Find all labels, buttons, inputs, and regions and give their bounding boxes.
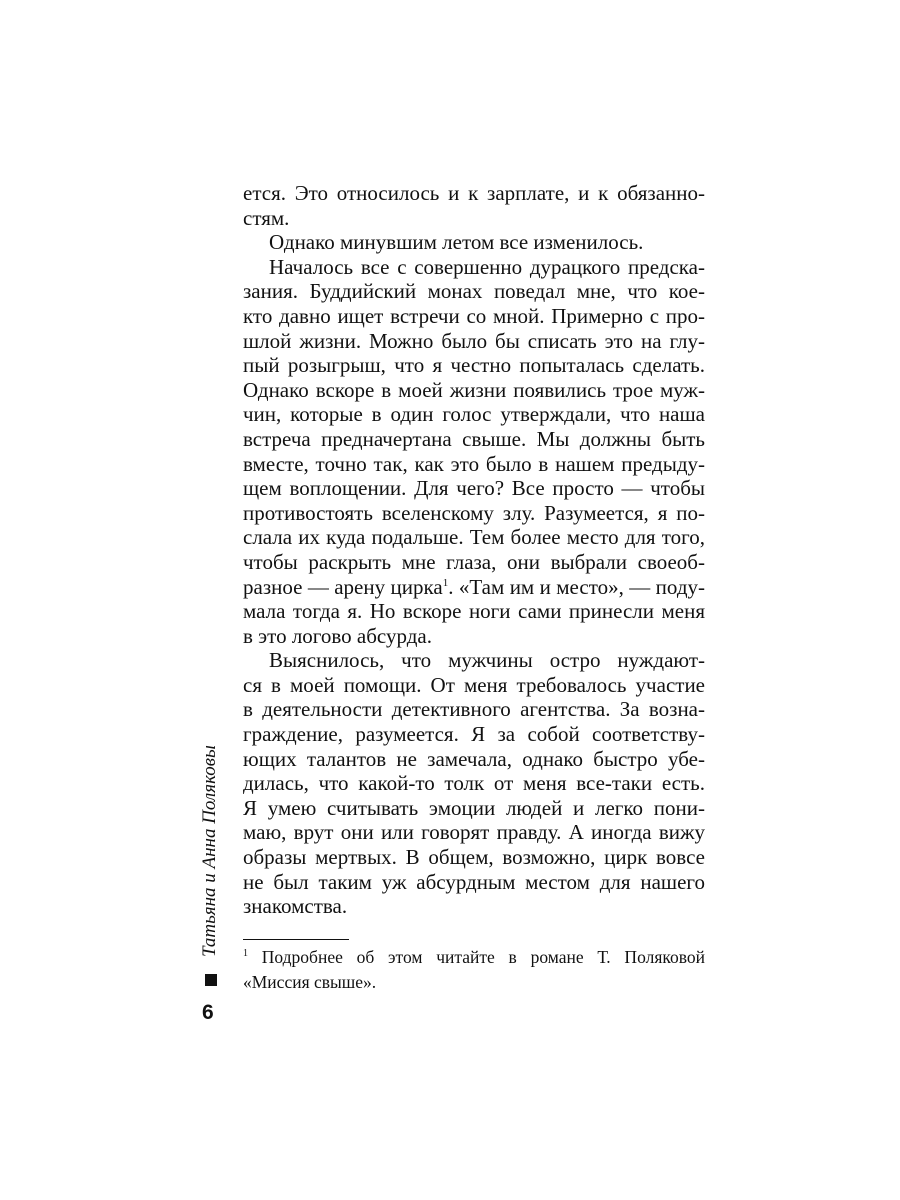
text-line-content: стям. [243, 205, 290, 230]
text-line [243, 575, 705, 600]
text-line [243, 771, 705, 796]
text-line-content: в деятельности детективного агентства. За возна- [243, 697, 705, 722]
text-line [243, 255, 705, 280]
text-line [243, 697, 705, 722]
text-line [243, 501, 705, 526]
text-line [243, 378, 705, 403]
text-line [243, 427, 705, 452]
text-line-content: чтобы раскрыть мне глаза, они выбрали своеоб- [243, 549, 705, 574]
text-line-content: образы мертвых. В общем, возможно, цирк вовсе [243, 845, 705, 870]
text-line [243, 624, 705, 649]
text-line [243, 452, 705, 477]
footnote-line [243, 946, 705, 971]
text-line [243, 820, 705, 845]
text-line-content: противостоять вселенскому злу. Разумеется, я по- [243, 500, 705, 525]
text-line-content: шлой жизни. Можно было бы списать это на глу- [243, 328, 705, 353]
text-line [243, 550, 705, 575]
text-line-content: Выяснилось, что мужчины остро нуждают- [269, 648, 705, 673]
text-line [243, 845, 705, 870]
text-line-content: граждение, разумеется. Я за собой соответству- [243, 722, 705, 747]
text-line [243, 525, 705, 550]
text-line-content: ющих талантов не замечала, однако быстро убе- [243, 746, 705, 771]
text-line-content: знакомства. [243, 894, 348, 919]
text-line [243, 894, 705, 919]
text-line [243, 722, 705, 747]
text-line-content: вместе, точно так, как это было в нашем предыду- [243, 451, 705, 476]
text-line [243, 329, 705, 354]
text-line [243, 648, 705, 673]
text-line [243, 279, 705, 304]
text-line-content: Однако вскоре в моей жизни появились трое муж- [243, 377, 705, 402]
text-line [243, 304, 705, 329]
text-line-content: Однако минувшим летом все изменилось. [269, 230, 644, 255]
text-line-content: разное — арену цирка [243, 574, 443, 599]
running-head-text: Татьяна и Анна Поляковы [199, 745, 220, 957]
body-text [243, 181, 705, 919]
footnote-rule [243, 939, 349, 940]
text-line [243, 673, 705, 698]
text-line-content: не был таким уж абсурдным местом для нашего [243, 869, 705, 894]
text-line-content: ется. Это относилось и к зарплате, и к обязанно- [243, 181, 705, 205]
text-line [243, 476, 705, 501]
text-line-content: мала тогда я. Но вскоре ноги сами принесли меня [243, 599, 705, 624]
footnote [243, 946, 705, 995]
text-line-content: щем воплощении. Для чего? Все просто — чтобы [243, 476, 705, 501]
text-line [243, 181, 705, 206]
text-line [243, 402, 705, 427]
text-line-content: кто давно ищет встречи со мной. Примерно с про- [243, 303, 705, 328]
text-line [243, 353, 705, 378]
text-line-content: зания. Буддийский монах поведал мне, что кое- [243, 279, 705, 304]
text-line-continuation: . «Там им и место», — поду- [448, 574, 705, 599]
footnote-text: Подробнее об этом читайте в романе Т. Поляковой [248, 947, 705, 967]
text-line-content: в это логово абсурда. [243, 623, 432, 648]
text-line [243, 870, 705, 895]
text-line [243, 599, 705, 624]
text-line-content: пый розыгрыш, что я честно попыталась сделать. [243, 353, 705, 378]
text-line-content: чин, которые в один голос утверждали, что наша [243, 402, 705, 427]
text-line-content: встреча предначертана свыше. Мы должны быть [243, 426, 705, 451]
text-line-content: маю, врут они или говорят правду. А иногда вижу [243, 820, 705, 845]
footnote-reference: 1 [442, 576, 449, 589]
text-line [243, 747, 705, 772]
footnote-line: «Миссия свыше». [243, 971, 377, 992]
text-line [243, 206, 705, 231]
text-line [243, 230, 705, 255]
folio-square-icon [205, 974, 217, 986]
text-line-content: Я умею считывать эмоции людей и легко пони- [243, 795, 705, 820]
text-line-content: ся в моей помощи. От меня требовалось участие [243, 672, 705, 697]
text-line-content: слала их куда подальше. Тем более место для того, [243, 525, 705, 550]
text-line-content: Началось все с совершенно дурацкого предска- [269, 254, 705, 279]
page-number: 6 [202, 1001, 214, 1024]
text-line [243, 796, 705, 821]
footnote-marker: 1 [243, 948, 248, 960]
text-line-content: дилась, что какой-то толк от меня все-таки есть. [243, 771, 705, 796]
running-head [195, 745, 225, 957]
